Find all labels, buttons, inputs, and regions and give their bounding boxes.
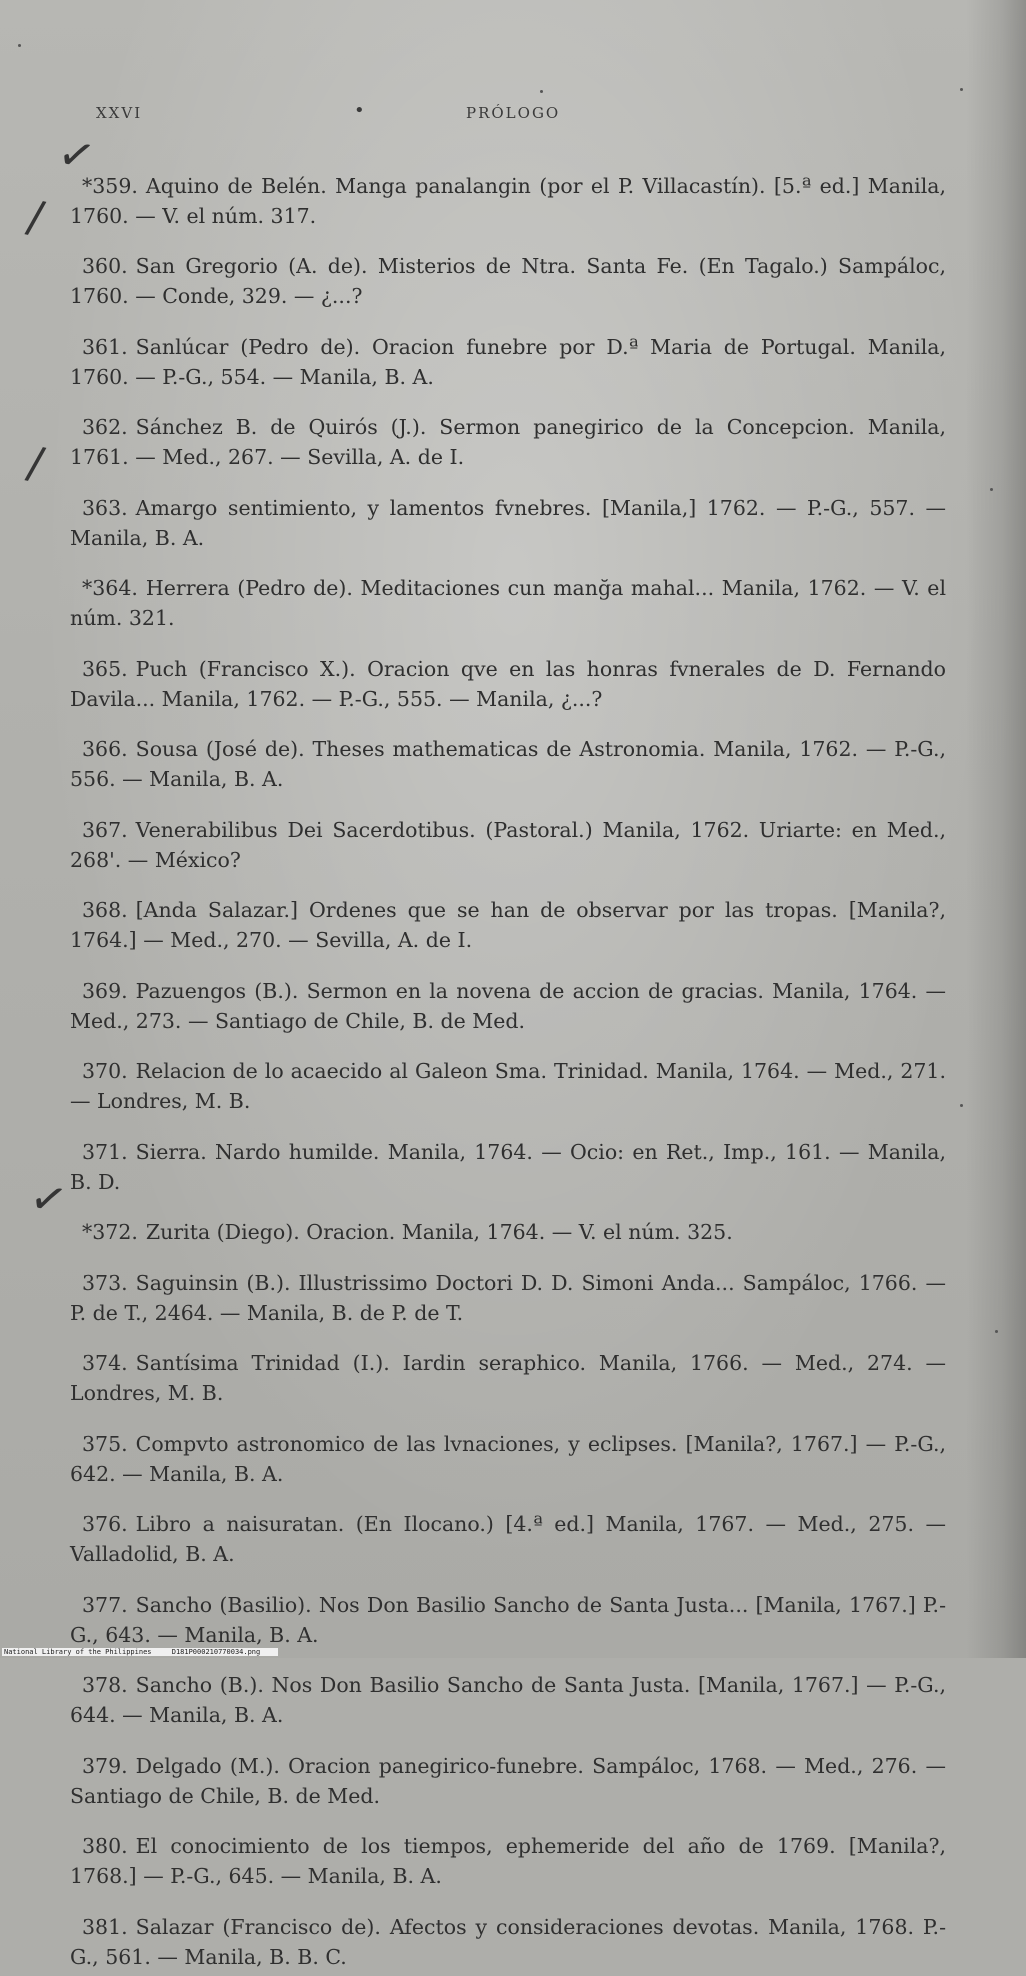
page-edge-shadow: [966, 0, 1026, 1658]
check-mark: ✓: [53, 126, 100, 185]
list-item: *364. Herrera (Pedro de). Meditaciones cun manğa mahal... Manila, 1762. — V. el núm. 321.: [70, 576, 946, 630]
list-item: 379. Delgado (M.). Oracion panegirico-funebre. Sampáloc, 1768. — Med., 276. — Santiago de Chile, B. de Med.: [70, 1753, 946, 1808]
dust-speck: [995, 1330, 998, 1333]
list-item: 378. Sancho (B.). Nos Don Basilio Sancho de Santa Justa. [Manila, 1767.] — P.-G., 644. — Manila, B. A.: [70, 1673, 946, 1727]
list-item: 367. Venerabilibus Dei Sacerdotibus. (Pastoral.) Manila, 1762. Uriarte: en Med., 268'. — México?: [70, 817, 946, 872]
list-item: 377. Sancho (Basilio). Nos Don Basilio Sancho de Santa Justa... [Manila, 1767.] P.-G., 643. — Manila, B. A.: [70, 1592, 946, 1647]
list-item: 380. El conocimiento de los tiempos, ephemeride del año de 1769. [Manila?, 1768.] — P.-G., 645. — Manila, B. A.: [70, 1834, 946, 1888]
list-item: 368. [Anda Salazar.] Ordenes que se han de observar por las tropas. [Manila?, 1764.] — Med., 270. — Sevilla, A. de I.: [70, 898, 946, 952]
list-item: 381. Salazar (Francisco de). Afectos y consideraciones devotas. Manila, 1768. P.-G., 561. — Manila, B. B. C.: [70, 1914, 946, 1969]
check-mark: /: [22, 191, 49, 244]
dust-speck: [960, 88, 963, 91]
list-item: 371. Sierra. Nardo humilde. Manila, 1764. — Ocio: en Ret., Imp., 161. — Manila, B. D.: [70, 1139, 946, 1194]
page-number: XXVI: [96, 104, 143, 122]
list-item: 375. Compvto astronomico de las lvnaciones, y eclipses. [Manila?, 1767.] — P.-G., 642. — Manila, B. A.: [70, 1431, 946, 1486]
list-item: 365. Puch (Francisco X.). Oracion qve en las honras fvnerales de D. Fernando Davila... Manila, 1762. — P.-G., 555. — Manila, ¿...?: [70, 656, 946, 711]
dust-speck: [960, 1104, 963, 1107]
dust-speck: [540, 90, 543, 93]
list-item: *372. Zurita (Diego). Oracion. Manila, 1764. — V. el núm. 325.: [82, 1220, 733, 1244]
check-mark: ✓: [25, 1170, 72, 1229]
running-title: PRÓLOGO: [466, 104, 561, 122]
entry-list: [70, 150, 946, 1976]
check-mark: /: [22, 437, 49, 490]
library-credit: National Library of the Philippines: [4, 1648, 152, 1656]
list-item: 360. San Gregorio (A. de). Misterios de Ntra. Santa Fe. (En Tagalo.) Sampáloc, 1760. — Conde, 329. — ¿...?: [70, 254, 946, 308]
list-item: 362. Sánchez B. de Quirós (J.). Sermon panegirico de la Concepcion. Manila, 1761. — Med., 267. — Sevilla, A. de I.: [70, 415, 946, 469]
scan-footer: [2, 1648, 278, 1656]
page-header: [96, 100, 936, 134]
list-item: 373. Saguinsin (B.). Illustrissimo Doctori D. D. Simoni Anda... Sampáloc, 1766. — P. de T., 2464. — Manila, B. de P. de T.: [70, 1270, 946, 1325]
list-item: 361. Sanlúcar (Pedro de). Oracion funebre por D.ª Maria de Portugal. Manila, 1760. — P.-G., 554. — Manila, B. A.: [70, 334, 946, 389]
list-item: 369. Pazuengos (B.). Sermon en la novena de accion de gracias. Manila, 1764. — Med., 273. — Santiago de Chile, B. de Med.: [70, 978, 946, 1033]
list-item: 366. Sousa (José de). Theses mathematicas de Astronomia. Manila, 1762. — P.-G., 556. — Manila, B. A.: [70, 737, 946, 791]
image-code: D181P000210770034.png: [171, 1648, 261, 1656]
list-item: 370. Relacion de lo acaecido al Galeon Sma. Trinidad. Manila, 1764. — Med., 271. — Londres, M. B.: [70, 1059, 946, 1113]
dust-speck: [990, 488, 993, 491]
header-bullet: •: [354, 100, 367, 121]
list-item: 374. Santísima Trinidad (I.). Iardin seraphico. Manila, 1766. — Med., 274. — Londres, M. B.: [70, 1351, 946, 1405]
list-item: 376. Libro a naisuratan. (En Ilocano.) [4.ª ed.] Manila, 1767. — Med., 275. — Valladolid, B. A.: [70, 1512, 946, 1566]
dust-speck: [18, 44, 21, 47]
list-item: 363. Amargo sentimiento, y lamentos fvnebres. [Manila,] 1762. — P.-G., 557. — Manila, B. A.: [70, 495, 946, 550]
list-item: *359. Aquino de Belén. Manga panalangin (por el P. Villacastín). [5.ª ed.] Manila, 1760. — V. el núm. 317.: [70, 173, 946, 228]
